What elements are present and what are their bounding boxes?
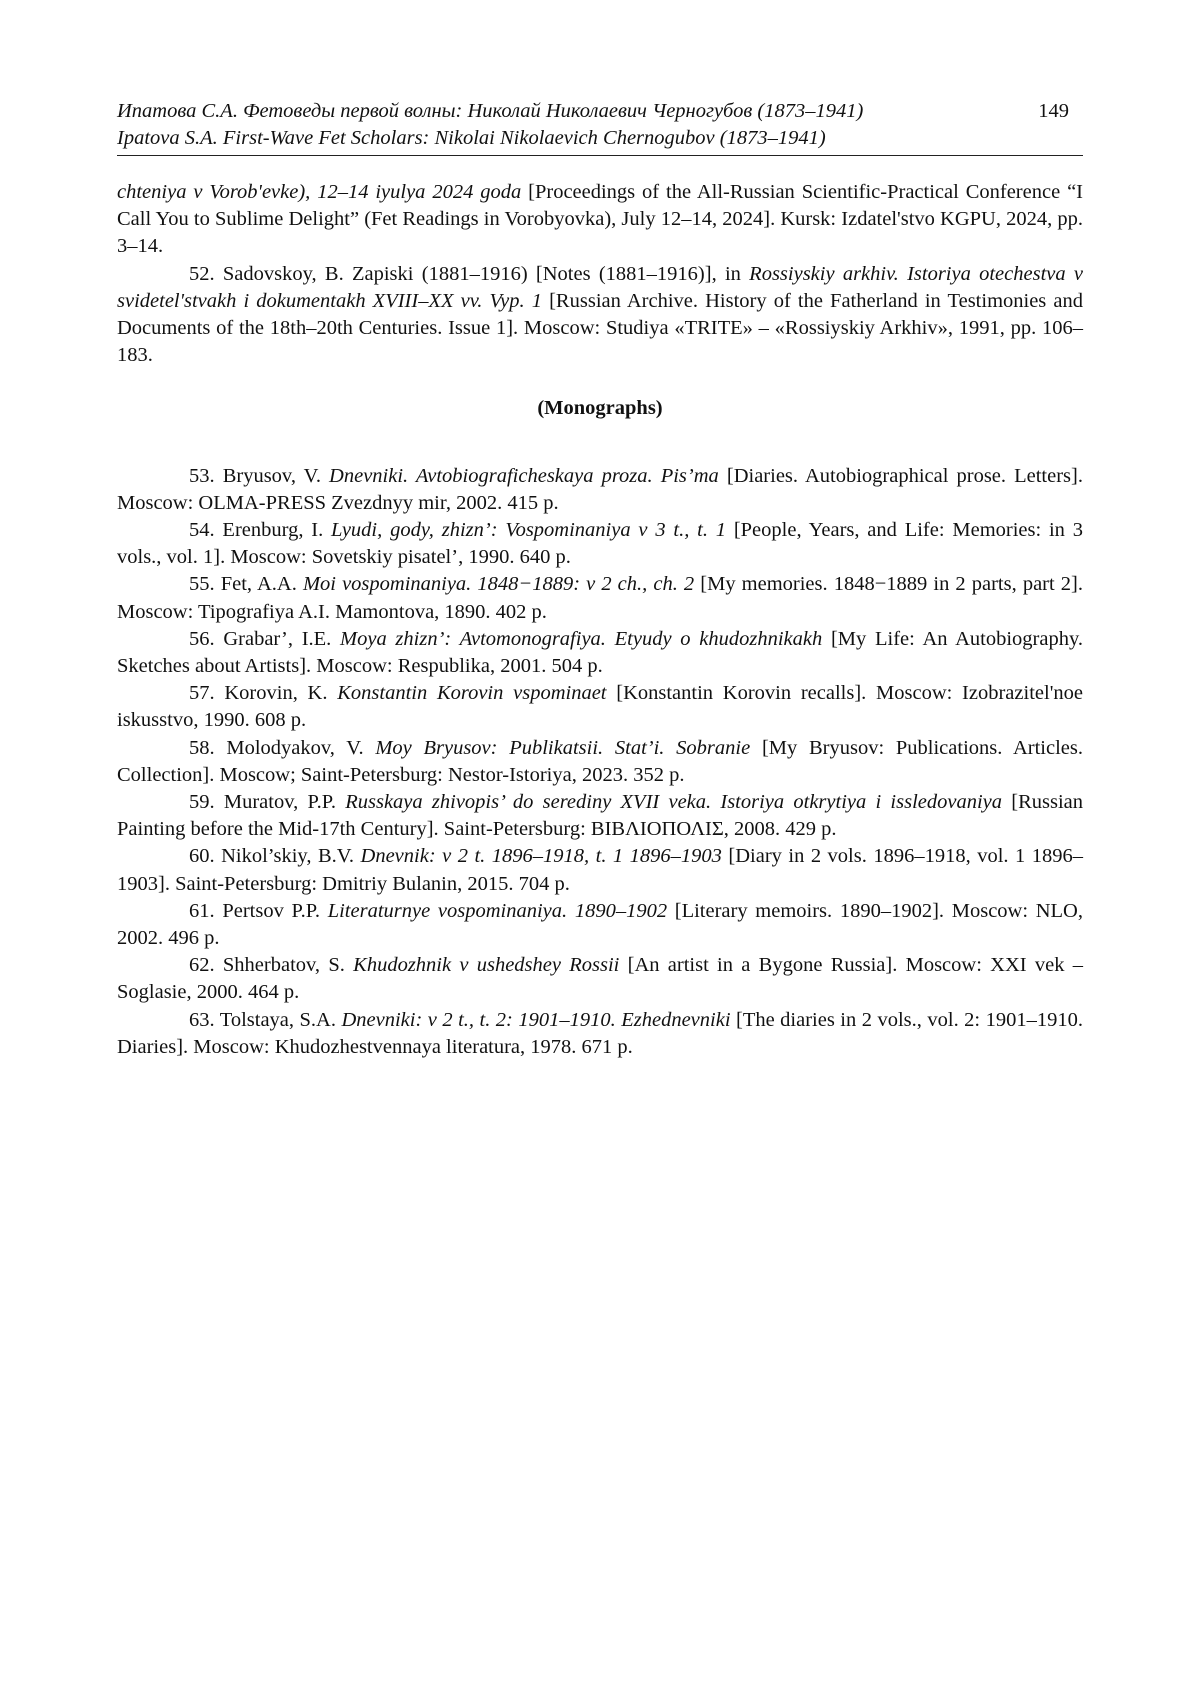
- reference-details: [Russian Archive. History of the Fatherland in Testimonies and Documents of the 18th–20th Centuries. Issue 1]. Moscow: Studiya «TRITE» – «Rossiyskiy Arkhiv», 1991, pp. 106–183.: [117, 289, 1083, 367]
- running-head: [117, 98, 1083, 156]
- reference-details: [Diaries. Autobiographical prose. Letters]. Moscow: OLMA-PRESS Zvezdnyy mir, 2002. 415 p.: [117, 464, 1083, 514]
- reference-title: Lyudi, gody, zhizn’: Vospominaniya v 3 t., t. 1: [331, 519, 727, 542]
- reference-entry-63: [117, 1007, 1083, 1061]
- reference-author: 58. Molodyakov, V.: [189, 736, 376, 759]
- reference-details: [My memories. 1848−1889 in 2 parts, part 2]. Moscow: Tipografiya A.I. Mamontova, 1890. 402 p.: [117, 573, 1083, 623]
- document-page: [117, 98, 1083, 1061]
- reference-entry-57: [117, 680, 1083, 734]
- reference-author: 60. Nikol’skiy, B.V.: [189, 845, 361, 868]
- reference-entry-58: [117, 735, 1083, 789]
- reference-entry-59: [117, 789, 1083, 843]
- reference-entry-53: [117, 463, 1083, 517]
- reference-title: Dnevniki. Avtobiograficheskaya proza. Pis’ma: [329, 464, 719, 487]
- reference-author: 52. Sadovskoy, B. Zapiski (1881–1916) [Notes (1881–1916)], in: [189, 262, 750, 285]
- reference-title: Konstantin Korovin vspominaet: [337, 682, 607, 705]
- reference-entry-61: [117, 898, 1083, 952]
- reference-entry-55: [117, 571, 1083, 625]
- reference-author: 54. Erenburg, I.: [189, 519, 332, 542]
- reference-entry-54: [117, 517, 1083, 571]
- reference-author: 53. Bryusov, V.: [189, 464, 330, 487]
- page-number: 149: [1038, 100, 1069, 122]
- reference-title: Dnevniki: v 2 t., t. 2: 1901–1910. Ezhednevniki: [341, 1008, 731, 1031]
- reference-entry-60: [117, 843, 1083, 897]
- reference-details: [The diaries in 2 vols., vol. 2: 1901–1910. Diaries]. Moscow: Khudozhestvennaya literatura, 1978. 671 p.: [117, 1008, 1083, 1058]
- reference-title: chteniya v Vorob'evke), 12–14 iyulya 2024 goda: [117, 181, 522, 203]
- reference-author: 61. Pertsov P.P.: [189, 899, 328, 922]
- reference-title: Moi vospominaniya. 1848−1889: v 2 ch., ch. 2: [302, 573, 695, 596]
- reference-entry-56: [117, 626, 1083, 680]
- reference-details: [My Life: An Autobiography. Sketches about Artists]. Moscow: Respublika, 2001. 504 p.: [117, 627, 1084, 678]
- reference-author: 55. Fet, A.A.: [189, 573, 303, 596]
- reference-author: 59. Muratov, P.P.: [189, 791, 346, 814]
- reference-details: [Proceedings of the All-Russian Scientific-Practical Conference “I Call You to Sublime Delight” (Fet Readings in Vorobyovka), July 12–14, 2024]. Kursk: Izdatel'stvo KGPU, 2024, pp. 3–14.: [117, 181, 1083, 258]
- section-heading-monographs: (Monographs): [537, 397, 663, 420]
- reference-title: Russkaya zhivopis’ do serediny XVII veka. Istoriya otkrytiya i issledovaniya: [345, 791, 1003, 814]
- reference-title: Moya zhizn’: Avtomonografiya. Etyudy o khudozhnikakh: [340, 627, 823, 650]
- reference-details: [People, Years, and Life: Memories: in 3 vols., vol. 1]. Moscow: Sovetskiy pisatel’, 1990. 640 p.: [117, 519, 1083, 569]
- reference-author: 63. Tolstaya, S.A.: [189, 1008, 342, 1031]
- reference-entry-continuation: [117, 179, 1083, 261]
- reference-details: [Konstantin Korovin recalls]. Moscow: Izobrazitel'noe iskusstvo, 1990. 608 p.: [117, 682, 1083, 732]
- running-head-russian: Ипатова С.А. Фетоведы первой волны: Николай Николаевич Черногубов (1873–1941): [117, 100, 864, 122]
- reference-title: Dnevnik: v 2 t. 1896–1918, t. 1 1896–1903: [360, 845, 722, 868]
- reference-author: 57. Korovin, K.: [189, 682, 338, 705]
- reference-title: Moy Bryusov: Publikatsii. Stat’i. Sobranie: [375, 736, 751, 759]
- reference-title: Khudozhnik v ushedshey Rossii: [353, 954, 620, 977]
- reference-entry-52: [117, 261, 1083, 370]
- reference-details: [My Bryusov: Publications. Articles. Collection]. Moscow; Saint-Petersburg: Nestor-Istoriya, 2023. 352 p.: [117, 736, 1083, 786]
- reference-details: [Russian Painting before the Mid-17th Century]. Saint-Petersburg: ΒΙΒΛΙΟΠΟΛΙΣ, 2008. 429 p.: [117, 791, 1084, 841]
- running-head-english: Ipatova S.A. First-Wave Fet Scholars: Nikolai Nikolaevich Chernogubov (1873–1941): [117, 127, 826, 149]
- references-body: [117, 179, 1083, 1061]
- reference-details: [Diary in 2 vols. 1896–1918, vol. 1 1896–1903]. Saint-Petersburg: Dmitriy Bulanin, 2015. 704 p.: [117, 845, 1083, 895]
- reference-details: [Literary memoirs. 1890–1902]. Moscow: NLO, 2002. 496 p.: [117, 899, 1083, 950]
- reference-author: 62. Shherbatov, S.: [189, 954, 354, 977]
- reference-details: [An artist in a Bygone Russia]. Moscow: XXI vek – Soglasie, 2000. 464 p.: [117, 954, 1083, 1004]
- reference-entry-62: [117, 952, 1083, 1006]
- reference-title: Literaturnye vospominaniya. 1890–1902: [327, 899, 668, 922]
- reference-author: 56. Grabar’, I.E.: [189, 627, 341, 650]
- reference-title: Rossiyskiy arkhiv. Istoriya otechestva v svidetel'stvakh i dokumentakh XVIII–XX vv. Vyp. 1: [117, 262, 1083, 312]
